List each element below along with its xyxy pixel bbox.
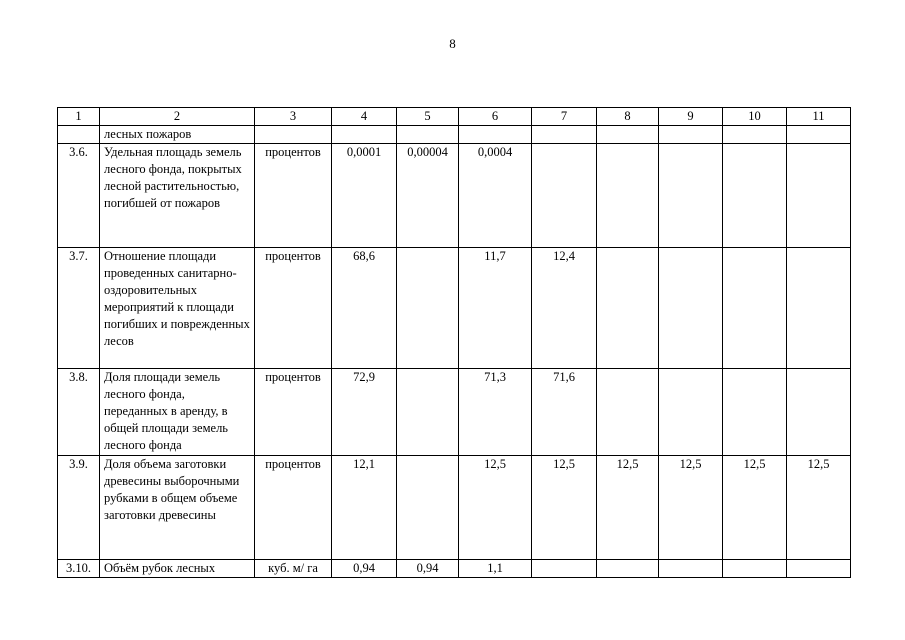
indicator-name: лесных пожаров <box>100 126 255 144</box>
table-row <box>58 248 851 369</box>
value-cell <box>723 560 787 578</box>
column-header: 1 <box>58 108 100 126</box>
column-header: 3 <box>255 108 332 126</box>
value-cell <box>723 248 787 369</box>
value-cell <box>659 560 723 578</box>
value-cell: 12,5 <box>532 456 597 560</box>
unit-cell: процентов <box>255 248 332 369</box>
value-cell <box>597 144 659 248</box>
value-cell <box>597 560 659 578</box>
value-cell <box>787 369 851 456</box>
indicator-name: Доля объема заготовки древесины выборочными рубками в общем объеме заготовки древесины <box>100 456 255 560</box>
value-cell <box>723 144 787 248</box>
row-number: 3.6. <box>58 144 100 248</box>
table-row <box>58 126 851 144</box>
value-cell: 0,94 <box>397 560 459 578</box>
value-cell <box>787 248 851 369</box>
value-cell <box>787 144 851 248</box>
indicators-table <box>57 107 851 578</box>
value-cell <box>659 369 723 456</box>
value-cell <box>532 126 597 144</box>
value-cell <box>659 126 723 144</box>
row-number <box>58 126 100 144</box>
column-header: 4 <box>332 108 397 126</box>
column-header: 10 <box>723 108 787 126</box>
value-cell: 0,00004 <box>397 144 459 248</box>
value-cell: 71,3 <box>459 369 532 456</box>
column-header: 5 <box>397 108 459 126</box>
value-cell <box>397 369 459 456</box>
value-cell: 72,9 <box>332 369 397 456</box>
table-row <box>58 369 851 456</box>
value-cell: 11,7 <box>459 248 532 369</box>
value-cell <box>397 248 459 369</box>
value-cell <box>787 126 851 144</box>
page-number: 8 <box>449 36 456 51</box>
value-cell: 12,5 <box>723 456 787 560</box>
table-header-row <box>58 108 851 126</box>
value-cell <box>597 369 659 456</box>
value-cell <box>532 560 597 578</box>
row-number: 3.10. <box>58 560 100 578</box>
value-cell <box>723 126 787 144</box>
value-cell <box>532 144 597 248</box>
row-number: 3.9. <box>58 456 100 560</box>
table-row <box>58 560 851 578</box>
value-cell: 12,5 <box>459 456 532 560</box>
value-cell: 71,6 <box>532 369 597 456</box>
unit-cell: процентов <box>255 369 332 456</box>
value-cell <box>332 126 397 144</box>
row-number: 3.8. <box>58 369 100 456</box>
unit-cell: куб. м/ га <box>255 560 332 578</box>
value-cell <box>597 126 659 144</box>
value-cell: 12,5 <box>597 456 659 560</box>
table-row <box>58 144 851 248</box>
indicator-name: Отношение площади проведенных санитарно-оздоровительных мероприятий к площади погибших и поврежденных лесов <box>100 248 255 369</box>
column-header: 9 <box>659 108 723 126</box>
indicator-name: Доля площади земель лесного фонда, переданных в аренду, в общей площади земель лесного фонда <box>100 369 255 456</box>
value-cell <box>397 126 459 144</box>
value-cell <box>723 369 787 456</box>
column-header: 6 <box>459 108 532 126</box>
unit-cell: процентов <box>255 456 332 560</box>
value-cell <box>397 456 459 560</box>
value-cell: 68,6 <box>332 248 397 369</box>
indicator-name: Удельная площадь земель лесного фонда, покрытых лесной растительностью, погибшей от пожаров <box>100 144 255 248</box>
unit-cell: процентов <box>255 144 332 248</box>
value-cell: 12,5 <box>659 456 723 560</box>
value-cell: 0,0004 <box>459 144 532 248</box>
value-cell: 12,1 <box>332 456 397 560</box>
value-cell <box>597 248 659 369</box>
column-header: 8 <box>597 108 659 126</box>
value-cell <box>787 560 851 578</box>
table-row <box>58 456 851 560</box>
column-header: 11 <box>787 108 851 126</box>
value-cell: 12,4 <box>532 248 597 369</box>
row-number: 3.7. <box>58 248 100 369</box>
column-header: 2 <box>100 108 255 126</box>
value-cell: 0,0001 <box>332 144 397 248</box>
column-header: 7 <box>532 108 597 126</box>
value-cell <box>459 126 532 144</box>
indicator-name: Объём рубок лесных <box>100 560 255 578</box>
value-cell <box>659 248 723 369</box>
value-cell: 12,5 <box>787 456 851 560</box>
value-cell: 1,1 <box>459 560 532 578</box>
value-cell <box>659 144 723 248</box>
value-cell: 0,94 <box>332 560 397 578</box>
unit-cell <box>255 126 332 144</box>
